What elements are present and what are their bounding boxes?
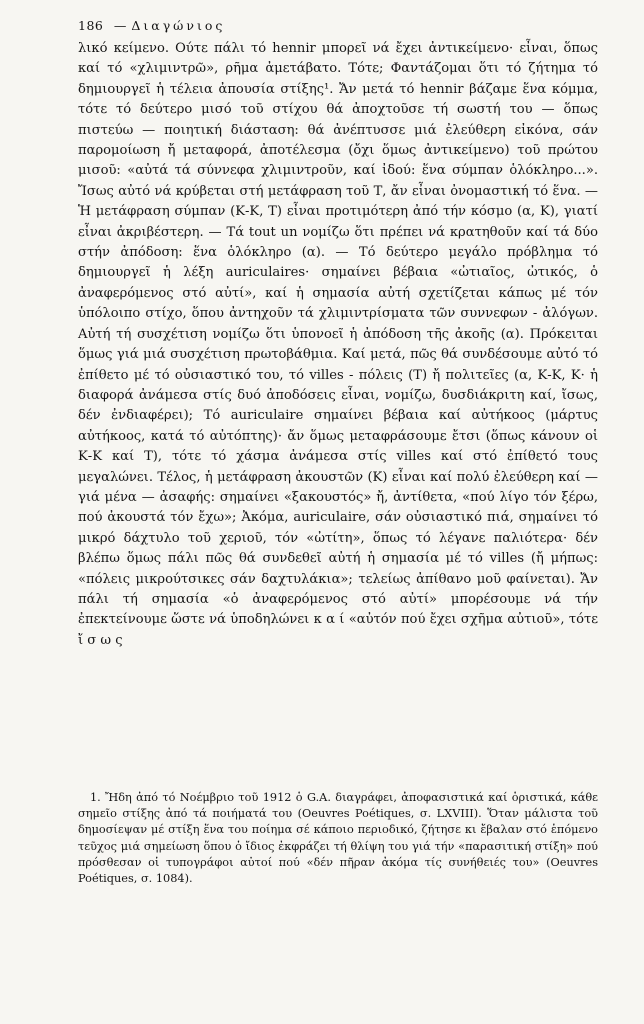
body-text <box>78 39 598 651</box>
running-head <box>78 18 598 33</box>
running-title: Διαγώνιος <box>131 18 226 33</box>
footnote-1: 1. Ἤδη ἀπό τό Νοέμβριο τοῦ 1912 ὁ G.A. διαγράφει, ἀποφασιστικά καί ὁριστικά, κάθε σημεῖο στίξης ἀπό τά ποιήματά του (Oeuvres Poétiques, σ. LXVIII). Ὅταν μάλιστα τοῦ δημοσίεψαν μέ στίξη ἕνα του ποίημα σέ κάποιο περιοδικό, ζήτησε κι ἔβαλαν στό ἑπόμενο τεῦχος μιά σημείωση ὅπου ὁ ἴδιος ἐκφράζει τή θλίψη του γιά τήν «παρασιτική στίξη» πού πρόσθεσαν οἱ τυπογράφοι αὐτοί πού «δέν πῆραν ἀκόμα τίς συνήθειές του» (Oeuvres Poétiques, σ. 1084). <box>78 791 598 886</box>
footnotes <box>78 790 598 887</box>
body-paragraph: λικό κείμενο. Ούτε πάλι τό hennir μπορεῖ νά ἔχει ἀντικείμενο· εἶναι, ὅπως καί τό «χλιμιντρῶ», ρῆμα ἀμετάβατο. Τότε; Φαντάζομαι ὅτι τό ζήτημα τό δημιουργεῖ ἡ τέλεια ἀπουσία στίξης¹. Ἄν μετά τό hennir βάζαμε ἕνα κόμμα, τότε τό δεύτερο μισό τοῦ στίχου θά ἀποχτοῦσε τή σωστή του — ὅπως πιστεύω — ποιητική διάσταση: θά ἀνέπτυσσε μιά ἐλεύθερη εἰκόνα, σάν παρομοίωση ἤ μεταφορά, ἀποτέλεσμα (ὄχι ὅμως ἀντικείμενο) τοῦ πρώτου μισοῦ: «αὐτά τά σύννεφα χλιμιντροῦν, καί ἰδού: ἕνα σύμπαν ὁλόκληρο...». Ἴσως αὐτό νά κρύβεται στή μετάφραση τοῦ Τ, ἄν εἶναι ὀνομαστική τό ἕνα. — Ἡ μετάφραση σύμπαν (Κ-Κ, Τ) εἶναι προτιμότερη ἀπό τήν κόσμο (α, Κ), γιατί εἶναι ἀκριβέστερη. — Τά tout un νομίζω ὅτι πρέπει νά κρατηθοῦν καί τά δύο στήν ἀπόδοση: ἕνα ὁλόκληρο (α). — Τό δεύτερο μεγάλο πρόβλημα τό δημιουργεῖ ἡ λέξη auriculaires· σημαίνει βέβαια «ὠτιαῖος, ὠτικός, ὁ ἀναφερόμενος στό αὐτί», καί ἡ σημασία αὐτή σχετίζεται κάπως μέ τόν ὑπόλοιπο στίχο, ὅπου ἀντηχοῦν τά χλιμιντρίσματα τῶν συννεφων - ἀλόγων. Αὐτή τή συσχέτιση νομίζω ὅτι ὑπονοεῖ ἡ ἀπόδοση τῆς ἀκοῆς (α). Πρόκειται ὅμως γιά μιά συσχέτιση πρωτοβάθμια. Καί μετά, πῶς θά συνδέσουμε αὐτό τό ἐπίθετο μέ τό οὐσιαστικό του, τό villes - πόλεις (Τ) ἤ πολιτεῖες (α, Κ-Κ, Κ· ἡ διαφορά ἀνάμεσα στίς δυό ἀποδόσεις εἶναι, νομίζω, δυσδιάκριτη καί, ἴσως, δέν ἐνδιαφέρει); Τό auriculaire σημαίνει βέβαια καί αὐτήκοος (μάρτυς αὐτήκοος, κατά τό αὐτόπτης)· ἄν ὅμως μεταφράσουμε ἔτσι (ὅπως κάνουν οἱ Κ-Κ καί Τ), τότε τό χάσμα ἀνάμεσα στίς villes καί στό ἐπίθετό τους μεγαλώνει. Τέλος, ἡ μετάφραση ἀκουστῶν (Κ) εἶναι καί πολύ ἐλεύθερη καί — γιά μένα — ἀσαφής: σημαίνει «ξακουστός» ἤ, ἀντίθετα, «πού λίγο τόν ξέρω, πού ἀκουστά τόν ἔχω»; Ἀκόμα, auriculaire, σάν οὐσιαστικό πιά, σημαίνει τό μικρό δάχτυλο τοῦ χεριοῦ, τόν «ὠτίτη», ὅπως τό λέγανε παλιότερα· δέν βλέπω ὅμως πάλι πῶς θά συνδεθεῖ αὐτή ἡ σημασία μέ τό villes (ἤ μήπως: «πόλεις μικρούτσικες σάν δαχτυλάκια»; τελείως ἀπίθανο μοῦ φαίνεται). Ἄν πάλι τή σημασία «ὁ ἀναφερόμενος στό αὐτί» μπορέσουμε νά τήν ἐπεκτείνουμε ὥστε νά ὑποδηλώνει κ α ί «αὐτόν πού ἔχει σχῆμα αὐτιοῦ», τότε ἴ σ ω ς <box>78 41 598 648</box>
page <box>78 18 598 651</box>
header-separator: — <box>113 18 127 33</box>
page-number: 186 <box>78 18 104 33</box>
